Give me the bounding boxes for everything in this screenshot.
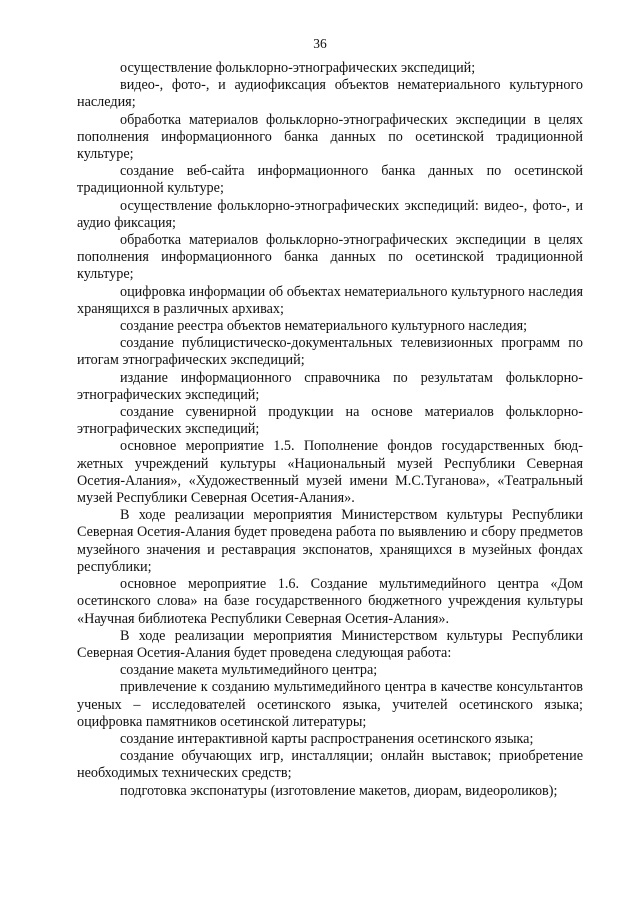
paragraph: создание веб-сайта информационного банка данных по осетинской традиционной культуре; bbox=[77, 163, 583, 197]
paragraph: основное мероприятие 1.6. Создание мультимедийного центра «Дом осетинского слова» на базе государственного бюджетного учреждения культуры «Научная библиотека Республики Северная Осетия-Алания». bbox=[77, 576, 583, 627]
paragraph: оцифровка информации об объектах нематериального культурного наследия хранящихся в различных архивах; bbox=[77, 283, 583, 317]
paragraph: В ходе реализации мероприятия Министерством культуры Республики Северная Осетия-Алания будет проведена следующая работа: bbox=[77, 627, 583, 661]
paragraph: подготовка экспонатуры (изготовление макетов, диорам, видеороликов); bbox=[120, 782, 558, 799]
paragraph: В ходе реализации мероприятия Министерством культуры Республики Северная Осетия-Алания будет проведена работа по выявлению и сбору предметов музейного значения и реставрация экспонатов, хранящихся в музейных фондах республики; bbox=[77, 507, 583, 575]
paragraph: обработка материалов фольклорно-этнографических экспедиции в целях пополнения информационного банка данных по осетинской традиционной культуре; bbox=[77, 232, 583, 283]
paragraph: основное мероприятие 1.5. Пополнение фондов государственных бюджетных учреждений культуры «Национальный музей Республики Северная Осетия-Алания», «Художественный музей имени М.С.Туганова», «Театральный музей Республики Северная Осетия-Алания». bbox=[77, 438, 583, 507]
paragraph: создание сувенирной продукции на основе материалов фольклорно-этнографических экспедиций; bbox=[77, 404, 583, 438]
paragraph: создание интерактивной карты распространения осетинского языка; bbox=[120, 730, 534, 747]
body-text bbox=[77, 60, 583, 800]
page-number: 36 bbox=[313, 36, 327, 51]
paragraph: осуществление фольклорно-этнографических экспедиций: видео-, фото-, и аудио фиксация; bbox=[77, 197, 583, 231]
paragraph: создание обучающих игр, инсталляции; онлайн выставок; приобретение необходимых технических средств; bbox=[77, 748, 583, 782]
paragraph: привлечение к созданию мультимедийного центра в качестве консультантов ученых – исследователей осетинского языка, учителей осетинского языка; оцифровка памятников осетинской литературы; bbox=[77, 679, 583, 730]
paragraph: обработка материалов фольклорно-этнографических экспедиции в целях пополнения информационного банка данных по осетинской традиционной культуре; bbox=[77, 111, 583, 163]
paragraph: видео-, фото-, и аудиофиксация объектов нематериального культурного наследия; bbox=[77, 77, 583, 111]
paragraph: создание публицистическо-документальных телевизионных программ по итогам этнографических экспедиций; bbox=[77, 335, 583, 369]
paragraph: создание макета мультимедийного центра; bbox=[120, 662, 378, 679]
paragraph: создание реестра объектов нематериального культурного наследия; bbox=[120, 318, 528, 335]
paragraph: издание информационного справочника по результатам фольклорно-этнографических экспедиций; bbox=[77, 369, 583, 403]
paragraph: осуществление фольклорно-этнографических экспедиций; bbox=[120, 60, 476, 76]
